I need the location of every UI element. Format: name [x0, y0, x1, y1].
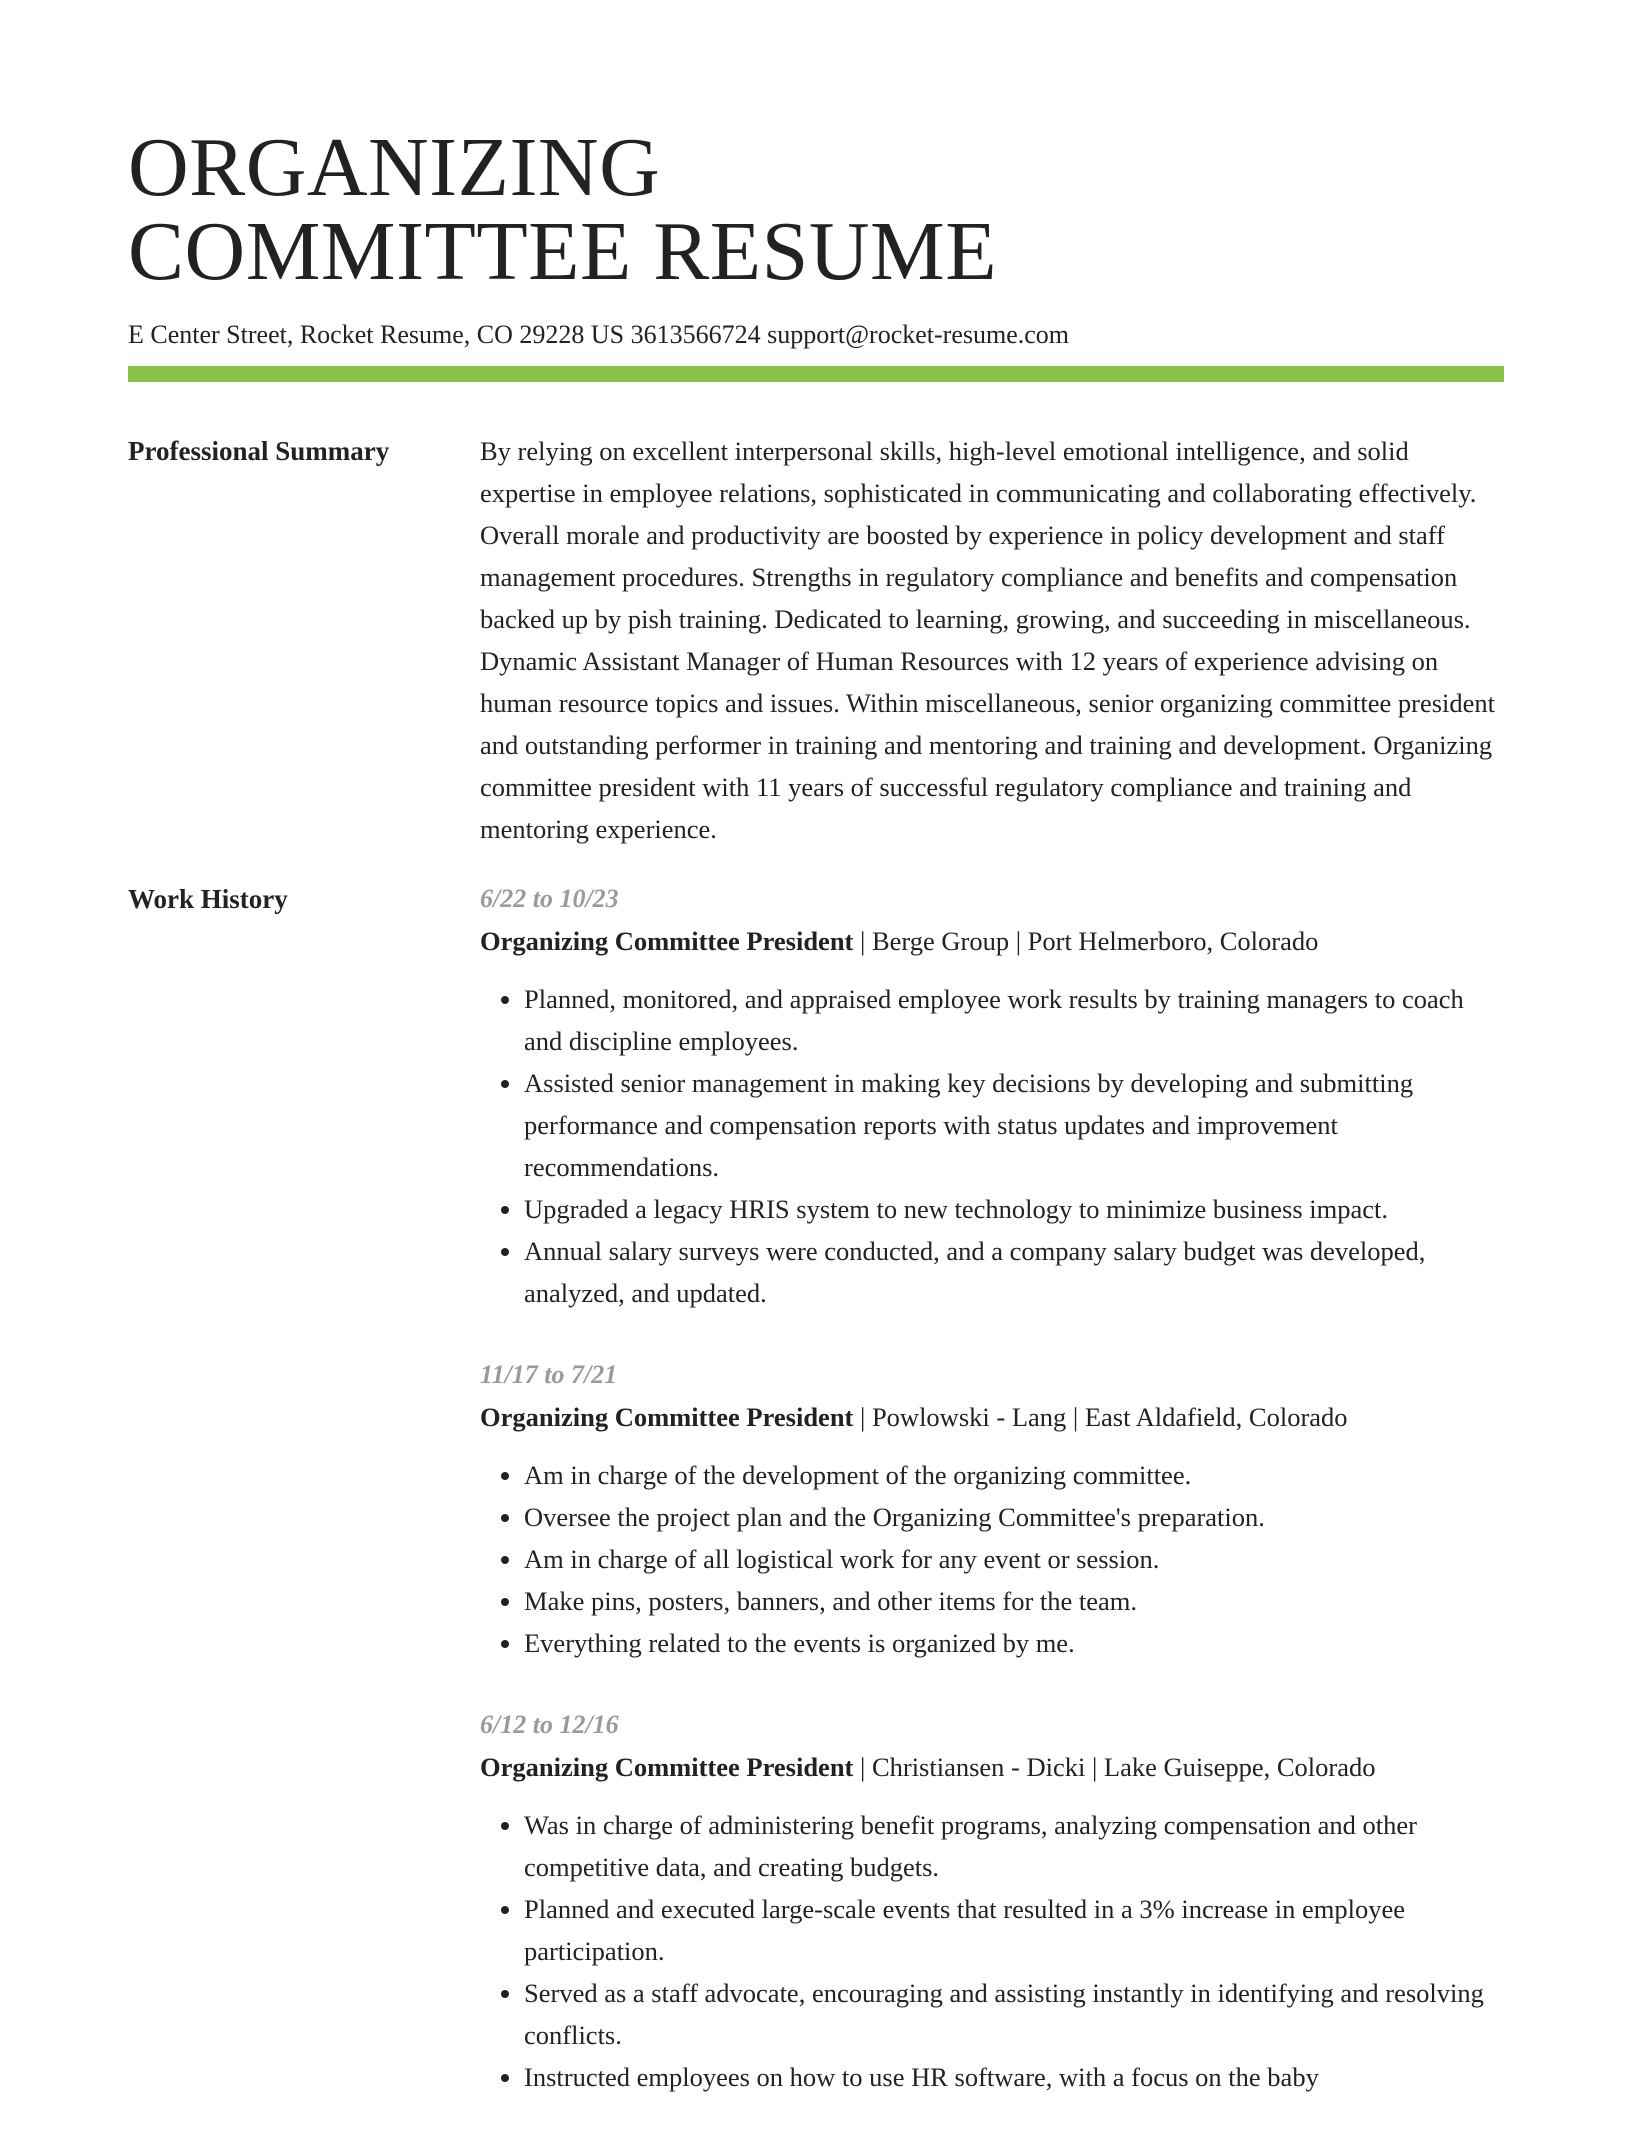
job-bullet-list	[480, 1454, 1504, 1664]
job-bullet: • Planned and executed large-scale events that resulted in a 3% increase in employee participation.	[524, 1888, 1504, 1972]
job-dates: 6/12 to 12/16	[480, 1710, 619, 1739]
job-bullet: • Upgraded a legacy HRIS system to new technology to minimize business impact.	[524, 1188, 1504, 1230]
job-bullet: • Make pins, posters, banners, and other items for the team.	[524, 1580, 1504, 1622]
job-bullet: • Am in charge of all logistical work for any event or session.	[524, 1538, 1504, 1580]
job-details: | Berge Group | Port Helmerboro, Colorado	[853, 926, 1319, 956]
job-bullet: • Oversee the project plan and the Organizing Committee's preparation.	[524, 1496, 1504, 1538]
job-title: Organizing Committee President	[480, 926, 854, 956]
work-history-section	[128, 878, 1504, 2138]
accent-divider	[128, 366, 1504, 382]
job-bullet: • Was in charge of administering benefit programs, analyzing compensation and other competitive data, and creating budgets.	[524, 1804, 1504, 1888]
job-dates: 6/22 to 10/23	[480, 884, 619, 913]
job-bullet: • Assisted senior management in making key decisions by developing and submitting performance and compensation reports with status updates and improvement recommendations.	[524, 1062, 1504, 1188]
job-bullet: • Served as a staff advocate, encouraging and assisting instantly in identifying and resolving conflicts.	[524, 1972, 1504, 2056]
job-details: | Powlowski - Lang | East Aldafield, Colorado	[853, 1402, 1348, 1432]
job-title-line	[480, 1746, 1504, 1788]
job-title-line	[480, 920, 1504, 962]
job-bullet-list	[480, 1804, 1504, 2098]
resume-title-line-1: ORGANIZING	[128, 121, 661, 214]
professional-summary-body	[480, 430, 1504, 850]
job-title: Organizing Committee President	[480, 1402, 854, 1432]
job-bullet: • Am in charge of the development of the organizing committee.	[524, 1454, 1504, 1496]
summary-text: By relying on excellent interpersonal skills, high-level emotional intelligence, and solid expertise in employee relations, sophisticated in communicating and collaborating effectively. Overall morale and productivity are boosted by experience in policy development and staff management procedures. Strengths in regulatory compliance and benefits and compensation backed up by pish training. Dedicated to learning, growing, and succeeding in miscellaneous. Dynamic Assistant Manager of Human Resources with 12 years of experience advising on human resource topics and issues. Within miscellaneous, senior organizing committee president and outstanding performer in training and mentoring and training and development. Organizing committee president with 11 years of successful regulatory compliance and training and mentoring experience.	[480, 436, 1496, 844]
job-title-line	[480, 1396, 1504, 1438]
job-title: Organizing Committee President	[480, 1752, 854, 1782]
resume-page	[128, 121, 1504, 2138]
job-dates: 11/17 to 7/21	[480, 1360, 618, 1389]
job-bullet: • Planned, monitored, and appraised employee work results by training managers to coach and discipline employees.	[524, 978, 1504, 1062]
section-label-professional-summary: Professional Summary	[128, 436, 390, 466]
resume-title	[128, 121, 1504, 298]
section-label-work-history: Work History	[128, 884, 288, 914]
job-entry	[480, 878, 1504, 1314]
job-bullet: • Annual salary surveys were conducted, and a company salary budget was developed, analyzed, and updated.	[524, 1230, 1504, 1314]
job-bullet: • Everything related to the events is organized by me.	[524, 1622, 1504, 1664]
contact-line: E Center Street, Rocket Resume, CO 29228 US 3613566724 support@rocket-resume.com	[128, 320, 1070, 349]
job-entry	[480, 1704, 1504, 2098]
job-bullet-list	[480, 978, 1504, 1314]
professional-summary-section	[128, 430, 1504, 850]
job-bullet: • Instructed employees on how to use HR software, with a focus on the baby	[524, 2056, 1504, 2098]
work-history-body	[480, 878, 1504, 2138]
resume-title-line-2: COMMITTEE RESUME	[128, 205, 997, 298]
job-details: | Christiansen - Dicki | Lake Guiseppe, Colorado	[853, 1752, 1376, 1782]
job-entry	[480, 1354, 1504, 1664]
